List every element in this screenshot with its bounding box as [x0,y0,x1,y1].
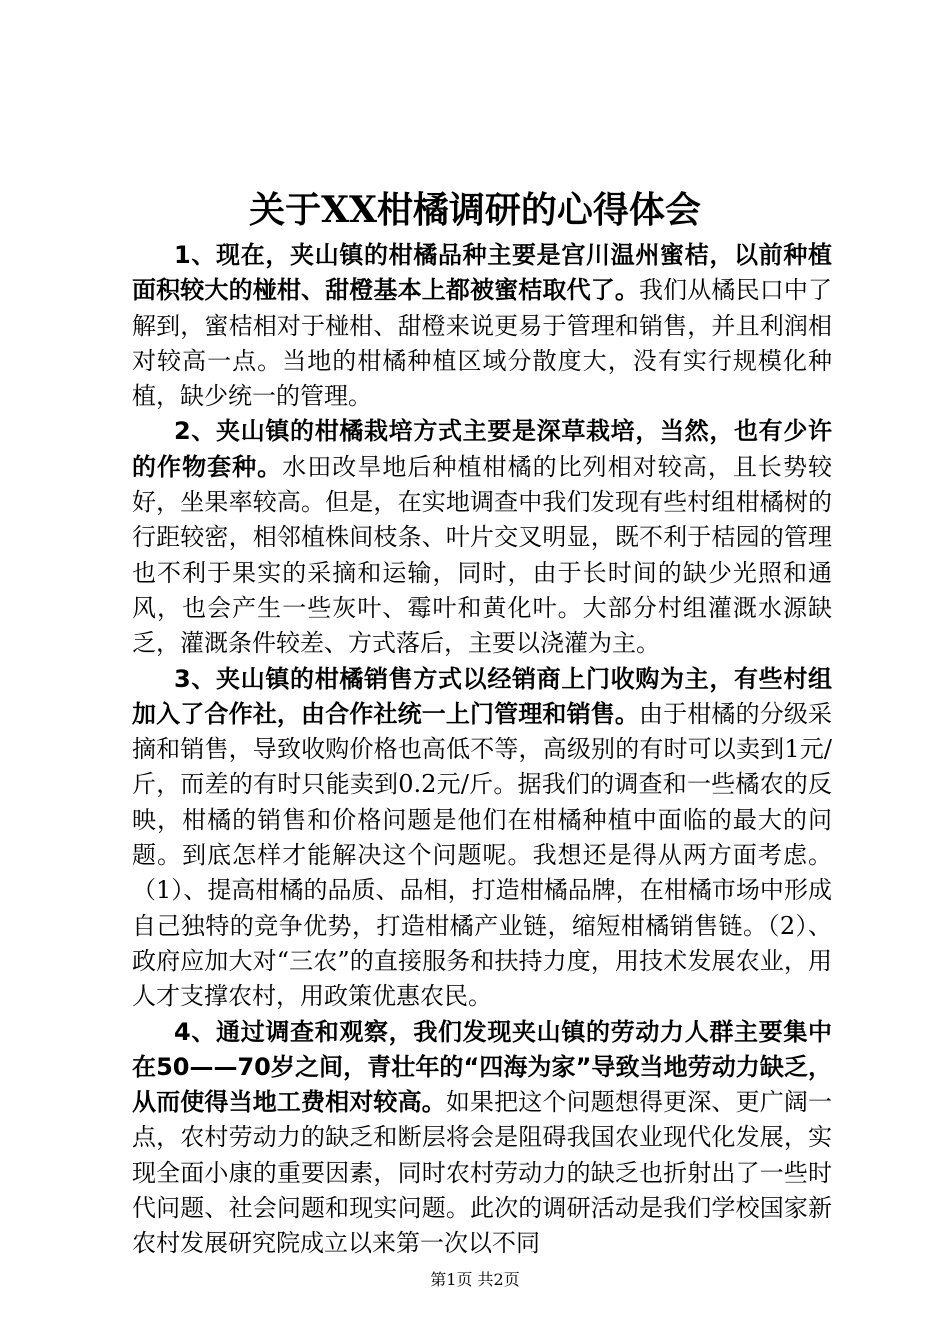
page-footer: 第1页 共2页 [430,1270,520,1289]
paragraph-4-lead: 4、通过调查和观察，我们发现夹山镇的劳动力人群主要集中在50——70岁之间，青壮年的“四海为家”导致当地劳动力缺乏，从而使得当地工费相对较高。 [132,1017,832,1117]
document-body [132,238,832,1262]
paragraph-1-text: 我们从橘民口中了解到，蜜桔相对于椪柑、甜橙来说更易于管理和销售，并且利润相对较高一点。当地的柑橘种植区域分散度大，没有实行规模化种植，缺少统一的管理。 [132,276,832,411]
paragraph-4-text: 如果把这个问题想得更深、更广阔一点，农村劳动力的缺乏和断层将会是阻碍我国农业现代化发展，实现全面小康的重要因素，同时农村劳动力的缺乏也折射出了一些时代问题、社会问题和现实问题。此次的调研活动是我们学校国家新农村发展研究院成立以来第一次以不同 [132,1088,833,1258]
paragraph-3-text: 由于柑橘的分级采摘和销售，导致收购价格也高低不等，高级别的有时可以卖到1元/斤，而差的有时只能卖到0.2元/斤。据我们的调查和一些橘农的反映，柑橘的销售和价格问题是他们在柑橘种植中面临的最大的问题。到底怎样才能解决这个问题呢。我想还是得从两方面考虑。（1）、提高柑橘的品质、品相，打造柑橘品牌，在柑橘市场中形成自己独特的竞争优势，打造柑橘产业链，缩短柑橘销售链。（2）、政府应加大对“三农”的直接服务和扶持力度，用技术发展农业，用人才支撑农村，用政策优惠农民。 [132,699,832,1011]
paragraph-1 [132,238,832,414]
paragraph-4 [132,1015,832,1262]
paragraph-2-text: 水田改旱地后种植柑橘的比列相对较高，且长势较好，坐果率较高。但是，在实地调查中我们发现有些村组柑橘树的行距较密，相邻植株间枝条、叶片交叉明显，既不利于桔园的管理也不利于果实的采摘和运输，同时，由于长时间的缺少光照和通风，也会产生一些灰叶、霉叶和黄化叶。大部分村组灌溉水源缺乏，灌溉条件较差、方式落后，主要以浇灌为主。 [132,452,833,658]
page-title: 关于XX柑橘调研的心得体会 [249,189,701,231]
paragraph-1-lead: 1、现在，夹山镇的柑橘品种主要是宫川温州蜜桔，以前种植面积较大的椪柑、甜橙基本上都被蜜桔取代了。 [132,241,832,305]
paragraph-3-lead: 3、夹山镇的柑橘销售方式以经销商上门收购为主，有些村组加入了合作社，由合作社统一上门管理和销售。 [132,664,832,728]
paragraph-2 [132,414,832,661]
paragraph-2-lead: 2、夹山镇的柑橘栽培方式主要是深草栽培，当然，也有少许的作物套种。 [132,417,832,481]
paragraph-3 [132,662,832,1015]
